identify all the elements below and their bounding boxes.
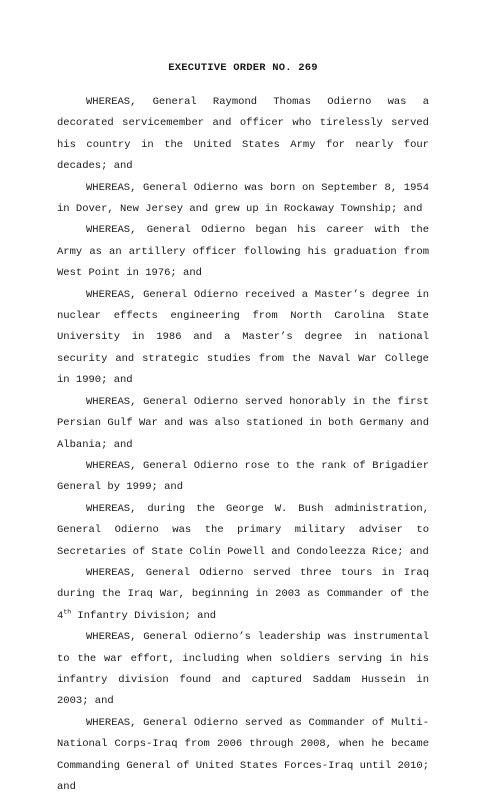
whereas-paragraph-5: WHEREAS, General Odierno served honorably in the first Persian Gulf War and was also stationed in both Germany and Albania; and xyxy=(57,395,429,451)
whereas-paragraph-1: WHEREAS, General Raymond Thomas Odierno was a decorated servicemember and officer who tirelessly served his country in the United States Army for nearly four decades; and xyxy=(57,96,429,173)
whereas-paragraph-10: WHEREAS, General Odierno served as Commander of Multi-National Corps-Iraq from 2006 through 2008, when he became Commanding General of United States Forces-Iraq until 2010; and xyxy=(57,716,429,793)
whereas-paragraph-8 xyxy=(57,563,429,627)
whereas-paragraph-7: WHEREAS, during the George W. Bush administration, General Odierno was the primary military adviser to Secretaries of State Colin Powell and Condoleezza Rice; and xyxy=(57,502,429,558)
whereas-paragraph-6: WHEREAS, General Odierno rose to the rank of Brigadier General by 1999; and xyxy=(57,459,429,494)
paragraph-8-text-end: Infantry Division; and xyxy=(71,609,217,622)
whereas-paragraph-9: WHEREAS, General Odierno’s leadership was instrumental to the war effort, including when soldiers serving in his infantry division found and captured Saddam Hussein in 2003; and xyxy=(57,631,429,708)
document-title: EXECUTIVE ORDER NO. 269 xyxy=(168,62,318,74)
whereas-paragraph-4: WHEREAS, General Odierno received a Master’s degree in nuclear effects engineering from North Carolina State University in 1986 and a Master’s degree in national security and strategic studies from the Naval War College in 1990; and xyxy=(57,288,429,387)
document-body xyxy=(57,92,429,798)
whereas-paragraph-2: WHEREAS, General Odierno was born on September 8, 1954 in Dover, New Jersey and grew up in Rockaway Township; and xyxy=(57,181,429,216)
whereas-paragraph-3: WHEREAS, General Odierno began his career with the Army as an artillery officer following his graduation from West Point in 1976; and xyxy=(57,224,429,280)
ordinal-suffix: th xyxy=(63,608,72,616)
paragraph-8-text-start: WHEREAS, General Odierno served three tours in Iraq during the Iraq War, beginning in 2003 as Commander of the 4 xyxy=(57,566,429,622)
